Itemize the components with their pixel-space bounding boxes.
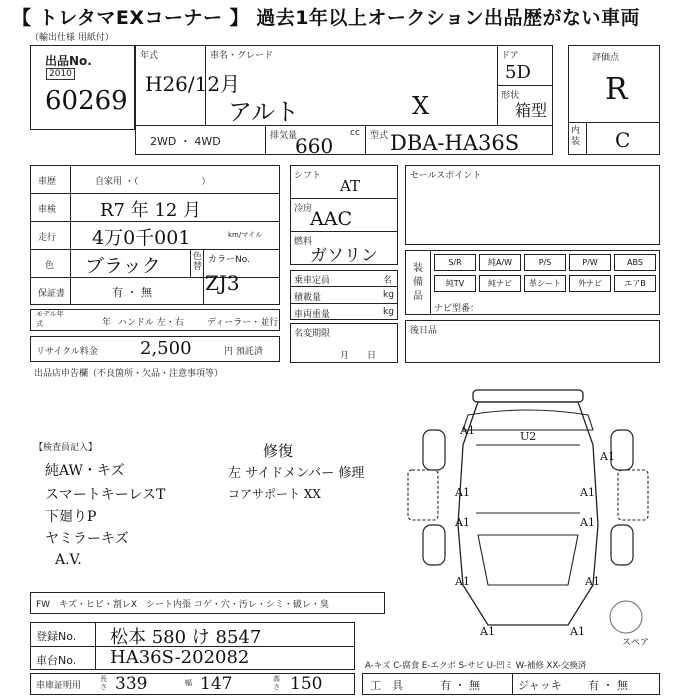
equip-airbag: エアB (614, 275, 656, 292)
note-right-line: コアサポート XX (228, 487, 321, 501)
lot-number: 60269 (45, 86, 128, 116)
seller-notes-label: 出品店申告欄（不良箇所・欠品・注意事項等） (34, 369, 224, 379)
note-line: ヤミラーキズ (45, 531, 129, 547)
equip-navi: 純ナビ (479, 275, 521, 292)
page-title: 【 トレタマEXコーナー 】 過去1年以上オークション出品歴がない車両 (12, 7, 641, 29)
capacity-label: 乗車定員 (294, 276, 331, 286)
damage-mark: A1 (455, 486, 470, 499)
model-label: 型式 (370, 131, 389, 141)
damage-mark: A1 (455, 516, 470, 529)
shift-value: AT (340, 177, 361, 195)
note-line: 純AW・キズ (45, 463, 125, 479)
note-line: スマートキーレスT (45, 487, 166, 503)
tools-label: 工 具 (370, 679, 403, 692)
damage-mark: A1 (460, 424, 475, 437)
equip-ps: P/S (524, 254, 566, 271)
lot-year-box: 2010 (46, 68, 75, 80)
dealer-label: ディーラー・並行 (207, 318, 279, 328)
score-label: 評価点 (592, 53, 620, 63)
year-value: H26/12月 (145, 72, 241, 96)
car-damage-diagram (398, 385, 660, 647)
equip-abs: ABS (614, 254, 656, 271)
recycle-label: リサイクル料金 (36, 347, 98, 357)
score-value: R (605, 72, 628, 107)
history-label: 車歴 (38, 177, 57, 187)
damage-mark: A1 (480, 625, 495, 638)
aircon-label: 冷房 (294, 204, 313, 214)
equip-aw: 純A/W (479, 254, 521, 271)
displacement-label: 排気量 (270, 131, 298, 141)
interior-label: 内装 (571, 126, 581, 147)
note-right-line: 修復 (263, 442, 294, 460)
car-name-label: 車名・グレード (210, 51, 274, 61)
mileage-label: 走行 (38, 233, 57, 243)
length-value: 339 (115, 674, 148, 694)
equip-sr: S/R (434, 254, 476, 271)
fw-text: FW キズ・ヒビ・割レX シート内張 コゲ・穴・汚レ・シミ・破レ・臭 (36, 600, 329, 610)
reg-label: 登録No. (36, 630, 77, 643)
cert-label: 車庫証明用 (36, 681, 82, 691)
model-value: DBA-HA36S (390, 131, 520, 155)
inspection-label: 車検 (38, 205, 57, 215)
mileage-unit: km/マイル (228, 231, 263, 239)
car-name-value: アルト (228, 98, 300, 126)
capacity-unit: 名 (383, 276, 393, 286)
sales-point-label: セールスポイント (410, 171, 482, 181)
damage-mark: A1 (455, 575, 470, 588)
color-change-label: 色替 (193, 252, 203, 272)
recycle-unit: 円 預託済 (224, 347, 263, 357)
height-value: 150 (290, 674, 323, 694)
width-value: 147 (200, 674, 233, 694)
warranty-label: 保証書 (38, 289, 66, 299)
lot-label: 出品No. (45, 54, 92, 68)
note-right-line: 左 サイドメンバー 修理 (228, 466, 365, 481)
chassis-value: HA36S-202082 (110, 647, 250, 668)
inspector-notes-label: 【検査員記入】 (34, 443, 98, 453)
interior-value: C (615, 128, 631, 152)
reg-value: 松本 580 け 8547 (110, 627, 262, 648)
shape-value: 箱型 (515, 101, 548, 120)
damage-mark: A1 (570, 625, 585, 638)
load-unit: kg (383, 290, 394, 300)
chassis-label: 車台No. (36, 654, 77, 667)
door-label: ドア (501, 51, 519, 61)
equip-pw: P/W (569, 254, 611, 271)
name-change-unit: 月 日 (340, 351, 377, 361)
recycle-value: 2,500 (140, 338, 192, 359)
navi-model-label: ナビ型番： (434, 304, 480, 314)
year-label: 年式 (140, 51, 159, 61)
grade-value: X (412, 92, 430, 120)
damage-legend: A-キズ C-腐食 E-エクボ S-サビ U-凹ミ W-補修 XX-交換済 (365, 661, 587, 671)
color-code-value: ZJ3 (205, 271, 240, 295)
color-code-label: カラーNo. (208, 255, 250, 265)
shape-label: 形状 (501, 91, 520, 101)
handle-label: ハンドル 左・右 (118, 318, 184, 328)
displacement-value: 660 (295, 134, 334, 158)
drive-label: 2WD ・ 4WD (150, 135, 221, 148)
model-year-unit: 年 (102, 318, 112, 328)
weight-label: 車両重量 (294, 310, 331, 320)
tools-value: 有 ・ 無 (440, 679, 480, 692)
width-label: 幅 (185, 679, 192, 687)
door-value: 5D (505, 62, 531, 83)
damage-mark: A1 (600, 450, 615, 463)
note-line: A.V. (55, 552, 82, 568)
weight-unit: kg (383, 307, 394, 317)
shift-label: シフト (294, 171, 322, 181)
jack-value: 有 ・ 無 (588, 679, 628, 692)
damage-mark: U2 (520, 430, 537, 443)
name-change-label: 名変期限 (294, 329, 331, 339)
equipment-label: 装備品 (413, 263, 423, 302)
fuel-value: ガソリン (310, 246, 378, 266)
mileage-value: 4万0千001 (92, 227, 191, 249)
model-year-label: モデル年式 (36, 310, 64, 328)
equip-tv: 純TV (434, 275, 476, 292)
warranty-value: 有 ・ 無 (112, 286, 152, 299)
rear-items-label: 後日品 (410, 326, 438, 336)
note-line: 下廻りP (45, 509, 97, 525)
subheader: （輸出仕様 用紙付） (30, 33, 114, 43)
displacement-unit: cc (350, 128, 360, 138)
damage-mark: A1 (585, 575, 600, 588)
rear-items-box (405, 320, 660, 363)
history-value: 自家用 ・（ ） (95, 177, 211, 187)
inspection-value: R7 年 12 月 (100, 200, 202, 221)
aircon-value: AAC (310, 208, 352, 230)
color-label: 色 (45, 261, 55, 271)
fuel-label: 燃料 (294, 237, 313, 247)
equip-leather: 革シート (524, 275, 566, 292)
height-label: 高さ (273, 675, 280, 691)
damage-mark: A1 (580, 486, 595, 499)
length-label: 長さ (100, 675, 107, 691)
color-value: ブラック (85, 255, 161, 277)
load-label: 積載量 (294, 293, 322, 303)
spare-label: スペア (622, 638, 650, 648)
jack-label: ジャッキ (518, 679, 562, 692)
damage-mark: A1 (580, 516, 595, 529)
equip-ext-navi: 外ナビ (569, 275, 611, 292)
